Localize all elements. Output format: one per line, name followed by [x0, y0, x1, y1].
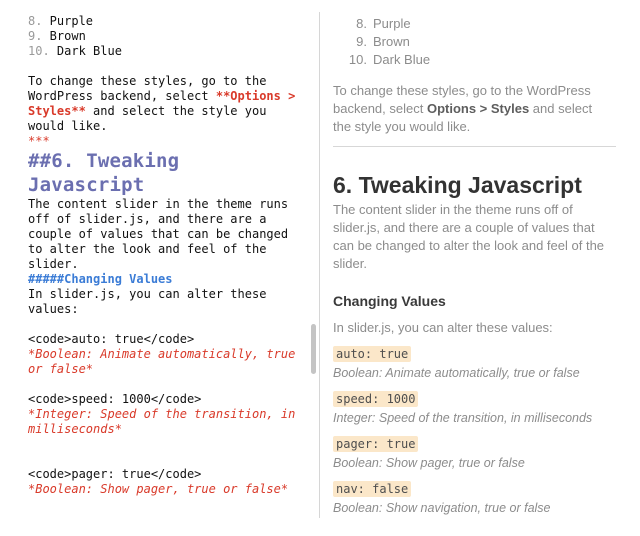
ordered-list: [333, 15, 430, 69]
paragraph-line: The content slider in the theme runs off of: [333, 202, 573, 217]
paragraph-line: [333, 100, 592, 118]
option-description: Integer: Speed of the transition, in milliseconds: [333, 411, 593, 425]
source-code-line: <code>auto: true</code>: [28, 332, 195, 346]
source-heading-line: Javascript: [28, 174, 145, 196]
list-item-text: Dark Blue: [49, 44, 122, 58]
list-number: 9.: [356, 34, 367, 49]
paragraph-line: slider.: [333, 256, 367, 271]
list-item-9: [28, 29, 318, 44]
source-paragraph-line: to alter the look and feel of the: [28, 242, 267, 256]
inline-code: nav: false: [333, 481, 411, 497]
option-description: Boolean: Show navigation, true or false: [333, 501, 551, 515]
editor-scrollbar[interactable]: [311, 324, 316, 374]
source-italic-line: *Boolean: Animate automatically, true: [28, 347, 296, 361]
source-paragraph-line: In slider.js, you can alter these: [28, 287, 267, 301]
inline-code: pager: true: [333, 436, 418, 452]
list-item-10: [28, 44, 318, 59]
source-paragraph-line: To change these styles, go to the: [28, 74, 267, 88]
preview-pane: [333, 0, 623, 536]
paragraph-text: backend, select: [333, 101, 427, 116]
source-italic-line: or false*: [28, 362, 94, 376]
list-item-text: Dark Blue: [373, 52, 431, 67]
source-paragraph-line: off of slider.js, and there are a: [28, 212, 267, 226]
paragraph-line: slider.js, and there are a couple of values that: [333, 220, 595, 235]
list-item-text: Brown: [42, 29, 86, 43]
source-text: WordPress backend, select: [28, 89, 216, 103]
markdown-editor[interactable]: [0, 0, 318, 536]
bold-text: Options > Styles: [426, 101, 530, 116]
list-number: 10.: [348, 52, 367, 67]
paragraph-text: and select: [529, 101, 593, 116]
line-number: 9.: [28, 29, 43, 43]
pane-divider[interactable]: [319, 12, 320, 518]
source-paragraph-line: [28, 89, 318, 104]
paragraph-line: the style you would like.: [333, 119, 471, 134]
list-number: 8.: [356, 16, 367, 31]
source-code-line: <code>pager: true</code>: [28, 467, 202, 481]
list-item-text: Brown: [373, 34, 410, 49]
source-paragraph-line: couple of values that can be changed: [28, 227, 289, 241]
inline-code: speed: 1000: [333, 391, 418, 407]
source-italic-line: *Integer: Speed of the transition, in: [28, 407, 296, 421]
option-description: Boolean: Show pager, true or false: [333, 456, 525, 470]
horizontal-rule-markup: ***: [28, 134, 50, 148]
bold-markup: **Options >: [215, 89, 296, 103]
option-description: Boolean: Animate automatically, true or false: [333, 366, 580, 380]
source-paragraph-line: [28, 104, 318, 119]
line-number: 10.: [28, 44, 50, 58]
horizontal-rule: [333, 146, 616, 147]
source-heading-line: ##6. Tweaking: [28, 150, 180, 172]
inline-code: auto: true: [333, 346, 411, 362]
source-code-line: <code>speed: 1000</code>: [28, 392, 202, 406]
preview-paragraph: [333, 82, 592, 136]
source-italic-line: milliseconds*: [28, 422, 122, 436]
source-paragraph-line: slider.: [28, 257, 79, 271]
source-italic-line: *Boolean: Show pager, true or false*: [28, 482, 289, 496]
paragraph-line: can be changed to alter the look and feel of the: [333, 238, 605, 253]
source-paragraph-line: The content slider in the theme runs: [28, 197, 289, 211]
list-item-8: [28, 14, 318, 29]
list-item-text: Purple: [42, 14, 94, 28]
list-item: [333, 15, 430, 33]
list-item-text: Purple: [373, 16, 411, 31]
line-number: 8.: [28, 14, 43, 28]
source-text: and select the style you: [85, 104, 267, 118]
source-paragraph-line: values:: [28, 302, 79, 316]
preview-paragraph: [333, 201, 604, 273]
list-item: [333, 33, 430, 51]
paragraph-line: To change these styles, go to the WordPress: [333, 83, 591, 98]
preview-subheading: Changing Values: [333, 293, 446, 309]
source-subheading: #####Changing Values: [28, 272, 173, 286]
preview-heading: 6. Tweaking Javascript: [333, 172, 582, 198]
source-paragraph-line: would like.: [28, 119, 108, 133]
preview-paragraph: In slider.js, you can alter these values:: [333, 320, 553, 335]
bold-markup: Styles**: [28, 104, 86, 118]
list-item: [333, 51, 430, 69]
